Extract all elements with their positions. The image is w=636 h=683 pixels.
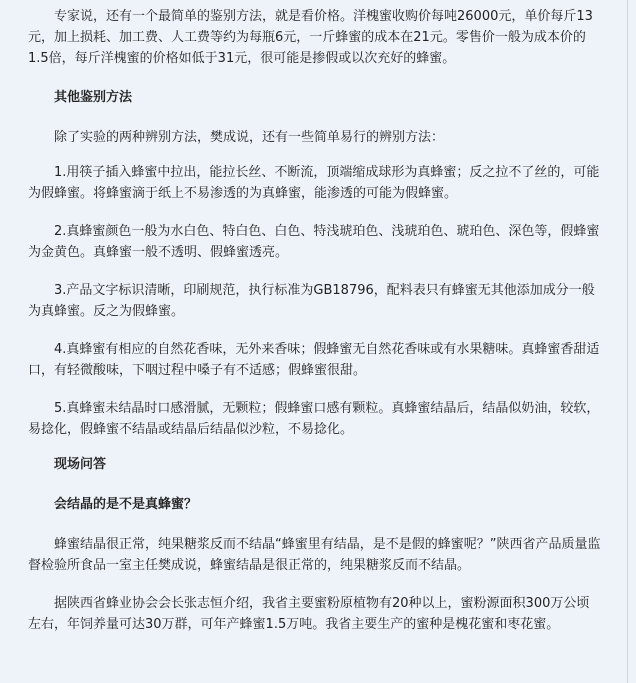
method-item-2: 2.真蜂蜜颜色一般为水白色、特白色、白色、特浅琥珀色、浅琥珀色、琥珀色、深色等，假蜂蜜为金黄色。真蜂蜜一般不透明、假蜂蜜透亮。 [28,224,600,260]
method-item-4: 4.真蜂蜜有相应的自然花香味，无外来香味；假蜂蜜无自然花香味或有水果糖味。真蜂蜜香甜适口，有轻微酸味，下咽过程中嗓子有不适感；假蜂蜜很甜。 [28,342,600,378]
heading-other-methods: 其他鉴别方法 [54,90,133,105]
paragraph-answer: 蜂蜜结晶很正常，纯果糖浆反而不结晶“蜂蜜里有结晶，是不是假的蜂蜜呢？”陕西省产品质量监督检验所食品一室主任樊成说，蜂蜜结晶是很正常的，纯果糖浆反而不结晶。 [28,537,601,573]
article-page [2,0,628,683]
heading-qa: 现场问答 [54,457,107,472]
heading-question: 会结晶的是不是真蜂蜜？ [54,497,198,512]
paragraph-methods-intro: 除了实验的两种辨别方法，樊成说，还有一些简单易行的辨别方法： [54,130,445,145]
method-item-1: 1.用筷子插入蜂蜜中拉出，能拉长丝、不断流，顶端缩成球形为真蜂蜜；反之拉不了丝的，可能为假蜂蜜。将蜂蜜滴于纸上不易渗透的为真蜂蜜，能渗透的可能为假蜂蜜。 [28,165,600,201]
method-item-5: 5.真蜂蜜未结晶时口感滑腻，无颗粒；假蜂蜜口感有颗粒。真蜂蜜结晶后，结晶似奶油，较软，易捻化，假蜂蜜不结晶或结晶后结晶似沙粒，不易捻化。 [28,401,600,437]
article-body [2,0,627,635]
paragraph-association: 据陕西省蜂业协会会长张志恒介绍，我省主要蜜粉原植物有20种以上，蜜粉源面积300万公顷左右，年饲养量可达30万群，可年产蜂蜜1.5万吨。我省主要生产的蜜种是槐花蜜和枣花蜜。 [28,596,590,632]
paragraph-price-method: 专家说，还有一个最简单的鉴别方法，就是看价格。洋槐蜜收购价每吨26000元，单价每斤13元，加上损耗、加工费、人工费等约为每瓶6元，一斤蜂蜜的成本在21元。零售价一般为成本价的1.5倍，每斤洋槐蜜的价格如低于31元，很可能是掺假或以次充好的蜂蜜。 [28,9,593,66]
method-item-3: 3.产品文字标识清晰，印刷规范，执行标准为GB18796，配料表只有蜂蜜无其他添加成分一般为真蜂蜜。反之为假蜂蜜。 [28,283,595,319]
